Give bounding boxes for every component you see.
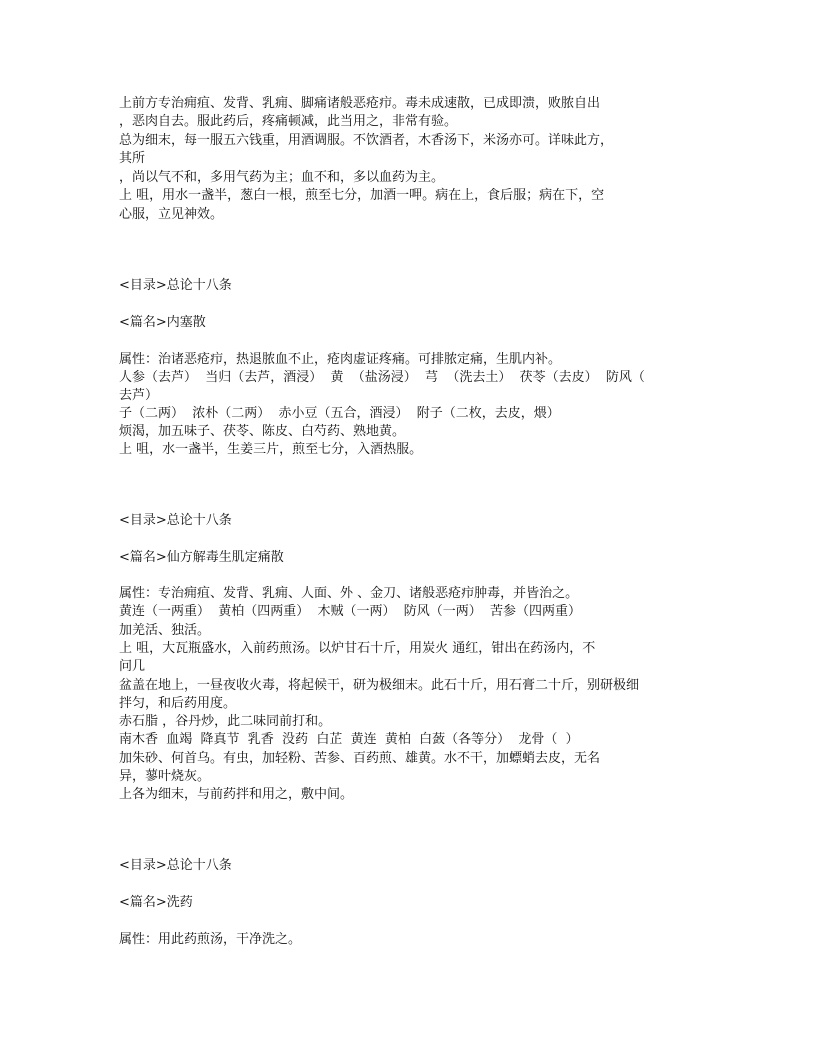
text-line: 上前方专治痈疽、发背、乳痈、脚痛诸般恶疮疖。毒未成速散，已成即溃，败脓自出 xyxy=(119,96,601,111)
text-line: 上 咀，水一盏半，生姜三片，煎至七分，入酒热服。 xyxy=(119,442,423,457)
text-line: 赤石脂 ，谷丹炒，此二味同前打和。 xyxy=(119,714,332,729)
text-line: 其所 xyxy=(119,151,146,166)
text-line: ，尚以气不和，多用气药为主；血不和，多以血药为主。 xyxy=(119,170,445,185)
text-line: 异，蓼叶烧灰。 xyxy=(119,769,211,784)
text-line: 去芦） xyxy=(119,388,159,403)
catalog-heading: <目录>总论十八条 xyxy=(119,278,232,293)
text-line: 问几 xyxy=(119,659,146,674)
catalog-heading: <目录>总论十八条 xyxy=(119,858,232,873)
text-line: 黄连（一两重） 黄柏（四两重） 木贼（一两） 防风（一两） 苦参（四两重） xyxy=(119,604,582,619)
text-line: 加朱砂、何首乌。有虫，加轻粉、苦参、百药煎、雄黄。水不干，加螵蛸去皮，无名 xyxy=(119,751,601,766)
text-line: 上 咀，用水一盏半，葱白一根，煎至七分，加酒一呷。病在上，食后服；病在下，空 xyxy=(119,188,605,203)
text-line: 属性：专治痈疽、发背、乳痈、人面、外 、金刀、诸般恶疮疖肿毒，并皆治之。 xyxy=(119,586,579,601)
text-line: 加羌活、独活。 xyxy=(119,623,211,638)
chapter-title: <篇名>内塞散 xyxy=(119,315,206,330)
text-line: 属性：用此药煎汤，干净洗之。 xyxy=(119,932,302,947)
text-line: 拌匀，和后药用度。 xyxy=(119,696,237,711)
text-line: ，恶肉自去。服此药后，疼痛顿减，此当用之，非常有验。 xyxy=(119,114,458,129)
text-line: 属性：治诸恶疮疖，热退脓血不止，疮肉虚证疼痛。可排脓定痛，生肌内补。 xyxy=(119,352,562,367)
text-line: 子（二两） 浓朴（二两） 赤小豆（五合，酒浸） 附子（二枚，去皮，煨） xyxy=(119,406,560,421)
text-line: 盆盖在地上，一昼夜收火毒，将起候干，研为极细末。此石十斤，用石膏二十斤，别研极细 xyxy=(119,678,640,693)
text-line: 上 咀，大瓦瓶盛水，入前药煎汤。以炉甘石十斤，用炭火 通红，钳出在药汤内，不 xyxy=(119,641,596,656)
text-line: 南木香 血竭 降真节 乳香 没药 白芷 黄连 黄柏 白蔹（各等分） 龙骨（ ） xyxy=(119,732,579,747)
chapter-title: <篇名>仙方解毒生肌定痛散 xyxy=(119,550,284,565)
text-line: 上各为细末，与前药拌和用之，敷中间。 xyxy=(119,787,354,802)
text-line: 人参（去芦） 当归（去芦，酒浸） 黄 （盐汤浸） 芎 （洗去土） 茯苓（去皮） 防风（ xyxy=(119,370,645,385)
text-line: 烦渴，加五味子、茯苓、陈皮、白芍药、熟地黄。 xyxy=(119,424,406,439)
text-line: 总为细末，每一服五六钱重，用酒调服。不饮酒者，木香汤下，米汤亦可。详味此方， xyxy=(119,133,614,148)
chapter-title: <篇名>洗药 xyxy=(119,895,193,910)
catalog-heading: <目录>总论十八条 xyxy=(119,513,232,528)
text-line: 心服，立见神效。 xyxy=(119,207,224,222)
